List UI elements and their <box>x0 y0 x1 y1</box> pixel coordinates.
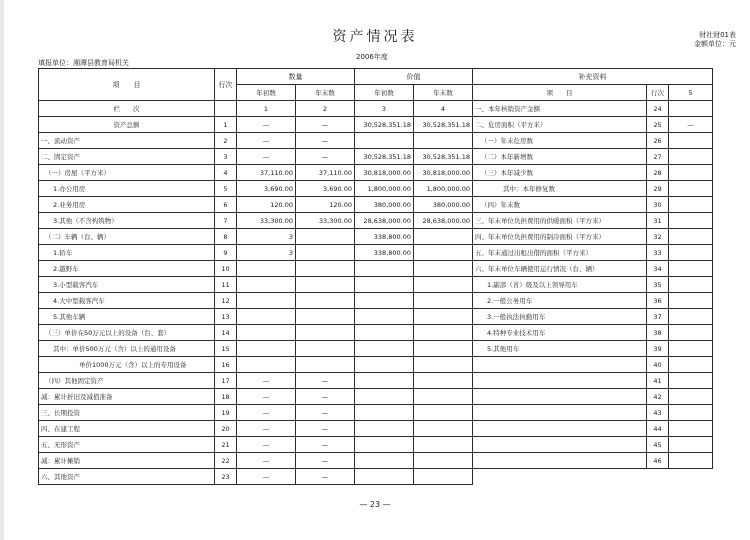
val-end-cell: 28,638,000.00 <box>414 213 473 229</box>
form-number-block <box>694 31 736 49</box>
supp-value-cell <box>669 389 713 405</box>
row-label: 减：累计折旧及减值准备 <box>39 389 215 405</box>
val-begin-cell: 1,800,000.00 <box>355 181 414 197</box>
colnum-2: 2 <box>296 101 355 117</box>
qty-begin-cell: 3 <box>237 229 296 245</box>
supp-value-cell <box>669 197 713 213</box>
qty-end-cell <box>296 293 355 309</box>
qty-end-cell: — <box>296 405 355 421</box>
val-end-cell: 30,528,351.18 <box>414 149 473 165</box>
supp-row-label <box>473 389 647 405</box>
val-end-cell <box>414 229 473 245</box>
supp-value-cell: — <box>669 117 713 133</box>
table-row <box>39 437 473 453</box>
table-row <box>473 293 713 309</box>
table-row <box>473 165 713 181</box>
table-row <box>39 229 473 245</box>
table-row <box>39 117 473 133</box>
table-row <box>473 453 713 469</box>
table-row <box>473 213 713 229</box>
qty-end-cell <box>296 357 355 373</box>
val-end-cell <box>414 469 473 485</box>
qty-begin-cell <box>237 309 296 325</box>
qty-end-cell <box>296 341 355 357</box>
supp-row-label: （一）年末危房数 <box>473 133 647 149</box>
supp-value-cell <box>669 213 713 229</box>
row-label: （一）房屋（平方米） <box>39 165 215 181</box>
supp-value-cell <box>669 309 713 325</box>
table-row <box>39 245 473 261</box>
row-number: 14 <box>215 325 237 341</box>
qty-begin-cell: 120.00 <box>237 197 296 213</box>
qty-end-cell <box>296 245 355 261</box>
row-label: 2.业务用房 <box>39 197 215 213</box>
qty-begin-cell <box>237 357 296 373</box>
val-end-cell <box>414 357 473 373</box>
val-begin-cell <box>355 453 414 469</box>
row-label: 其中：单价500万元（含）以上的通用设备 <box>39 341 215 357</box>
table-row <box>473 325 713 341</box>
table-row <box>39 373 473 389</box>
qty-begin-cell: — <box>237 117 296 133</box>
table-row <box>473 197 713 213</box>
supp-value-cell <box>669 277 713 293</box>
row-number: 18 <box>215 389 237 405</box>
row-number: 8 <box>215 229 237 245</box>
val-begin-cell <box>355 133 414 149</box>
col-header-rownum: 行次 <box>215 69 237 101</box>
table-row <box>39 325 473 341</box>
supp-value-cell <box>669 325 713 341</box>
row-number: 20 <box>215 421 237 437</box>
supp-row-number: 36 <box>647 293 669 309</box>
supp-value-cell <box>669 149 713 165</box>
val-end-cell <box>414 325 473 341</box>
table-row <box>473 341 713 357</box>
scan-edge <box>0 0 4 540</box>
row-label: 资产总额 <box>39 117 215 133</box>
supp-row-number: 28 <box>647 165 669 181</box>
table-row <box>39 197 473 213</box>
val-begin-cell: 338,800.00 <box>355 245 414 261</box>
row-number: 13 <box>215 309 237 325</box>
val-begin-cell <box>355 437 414 453</box>
supp-value-cell <box>669 165 713 181</box>
val-begin-cell: 338,800.00 <box>355 229 414 245</box>
table-row <box>473 117 713 133</box>
supp-row-label: （二）本年新增数 <box>473 149 647 165</box>
supp-row-number: 42 <box>647 389 669 405</box>
colnum-blank <box>215 101 237 117</box>
qty-begin-cell: 37,110.00 <box>237 165 296 181</box>
supp-value-cell <box>669 453 713 469</box>
val-end-cell <box>414 277 473 293</box>
supp-row-label: 四、年末单位负担费用的制冷面积（平方米） <box>473 229 647 245</box>
supp-value-cell <box>669 133 713 149</box>
qty-end-cell: — <box>296 149 355 165</box>
qty-end-cell <box>296 325 355 341</box>
qty-begin-cell: 3 <box>237 245 296 261</box>
supp-row-label: 二、危房面积（平方米） <box>473 117 647 133</box>
qty-end-cell: — <box>296 117 355 133</box>
row-label: 4.大中型载客汽车 <box>39 293 215 309</box>
row-label: 三、长期投资 <box>39 405 215 421</box>
qty-begin-cell: — <box>237 373 296 389</box>
supplementary-table-body <box>473 101 713 469</box>
colnum-3: 3 <box>355 101 414 117</box>
supp-row-number: 43 <box>647 405 669 421</box>
val-end-cell <box>414 405 473 421</box>
val-begin-cell: 30,528,351.18 <box>355 149 414 165</box>
supp-row-number: 32 <box>647 229 669 245</box>
supp-row-label: （四）年末数 <box>473 197 647 213</box>
qty-begin-cell: — <box>237 437 296 453</box>
qty-begin-cell: — <box>237 453 296 469</box>
table-row <box>39 341 473 357</box>
val-begin-cell: 30,818,000.00 <box>355 165 414 181</box>
supp-row-number: 45 <box>647 437 669 453</box>
table-row <box>39 469 473 485</box>
row-number: 12 <box>215 293 237 309</box>
table-row <box>473 405 713 421</box>
supp-row-number: 26 <box>647 133 669 149</box>
supp-row-number: 41 <box>647 373 669 389</box>
val-end-cell <box>414 293 473 309</box>
supp-row-label: 三、年末单位负担费用的供暖面积（平方米） <box>473 213 647 229</box>
supp-row-label: （三）本年减少数 <box>473 165 647 181</box>
supp-row-label: 五、年末通过出租出借的面积（平方米） <box>473 245 647 261</box>
val-end-cell: 1,800,000.00 <box>414 181 473 197</box>
table-row <box>473 229 713 245</box>
supp-row-label <box>473 437 647 453</box>
qty-end-cell <box>296 277 355 293</box>
form-number: 财社财01表 <box>699 31 736 39</box>
supp-row-number: 38 <box>647 325 669 341</box>
table-row <box>39 149 473 165</box>
val-begin-cell <box>355 261 414 277</box>
table-row <box>39 293 473 309</box>
row-label: 1.轿车 <box>39 245 215 261</box>
val-begin-cell: 28,638,000.00 <box>355 213 414 229</box>
report-year: 2006年度 <box>356 53 388 61</box>
supp-row-label: 其中：本年修复数 <box>473 181 647 197</box>
supp-value-cell <box>669 341 713 357</box>
supp-row-label: 一、本年核销资产金额 <box>473 101 647 117</box>
row-label: 四、在建工程 <box>39 421 215 437</box>
row-label: （二）车辆（台、辆） <box>39 229 215 245</box>
row-label: 一、流动资产 <box>39 133 215 149</box>
reporting-unit: 填报单位：湘潭县教育局机关 <box>38 59 129 67</box>
table-row <box>39 357 473 373</box>
supp-value-cell <box>669 437 713 453</box>
row-label: 2.越野车 <box>39 261 215 277</box>
table-row <box>473 277 713 293</box>
qty-end-cell: 33,300.00 <box>296 213 355 229</box>
col-header-quantity: 数量 <box>237 69 355 85</box>
qty-begin-cell: — <box>237 149 296 165</box>
col-header-value: 价值 <box>355 69 473 85</box>
supp-row-number: 24 <box>647 101 669 117</box>
row-number: 4 <box>215 165 237 181</box>
table-row <box>39 133 473 149</box>
row-number: 11 <box>215 277 237 293</box>
val-end-cell <box>414 261 473 277</box>
supp-row-label: 六、年末单位车辆使用运行情况（台、辆） <box>473 261 647 277</box>
supp-value-cell <box>669 245 713 261</box>
val-begin-cell <box>355 405 414 421</box>
table-row <box>473 389 713 405</box>
val-end-cell <box>414 309 473 325</box>
table-row <box>39 181 473 197</box>
supp-row-number: 44 <box>647 421 669 437</box>
supp-value-cell <box>669 181 713 197</box>
val-end-cell <box>414 341 473 357</box>
val-begin-cell <box>355 357 414 373</box>
colnum-1: 1 <box>237 101 296 117</box>
val-begin-cell <box>355 469 414 485</box>
row-label: 3.其他（不含构筑物） <box>39 213 215 229</box>
supp-row-label <box>473 421 647 437</box>
qty-begin-cell <box>237 341 296 357</box>
qty-end-cell: 120.00 <box>296 197 355 213</box>
row-label: 二、固定资产 <box>39 149 215 165</box>
supp-row-label <box>473 453 647 469</box>
val-begin-cell: 380,000.00 <box>355 197 414 213</box>
qty-end-cell <box>296 229 355 245</box>
row-label: 1.办公用房 <box>39 181 215 197</box>
supp-value-cell <box>669 373 713 389</box>
row-number: 16 <box>215 357 237 373</box>
supp-row-number: 33 <box>647 245 669 261</box>
table-row <box>39 165 473 181</box>
row-label: 3.小型载客汽车 <box>39 277 215 293</box>
val-end-cell <box>414 421 473 437</box>
supp-value-cell <box>669 261 713 277</box>
val-end-cell: 30,528,351.18 <box>414 117 473 133</box>
supp-row-number: 27 <box>647 149 669 165</box>
supp-value-cell <box>669 405 713 421</box>
row-number: 5 <box>215 181 237 197</box>
val-begin-cell <box>355 293 414 309</box>
table-row <box>473 357 713 373</box>
row-number: 17 <box>215 373 237 389</box>
table-row <box>473 437 713 453</box>
qty-begin-cell: 3,690.00 <box>237 181 296 197</box>
table-row <box>39 405 473 421</box>
row-label: （三）单价在50万元以上的设备（台、套） <box>39 325 215 341</box>
col-header-qty-end: 年末数 <box>296 85 355 101</box>
supp-row-label <box>473 373 647 389</box>
row-number: 2 <box>215 133 237 149</box>
qty-end-cell: 3,690.00 <box>296 181 355 197</box>
row-label: 5.其他车辆 <box>39 309 215 325</box>
table-row <box>39 261 473 277</box>
qty-end-cell: — <box>296 133 355 149</box>
col-header-val-begin: 年初数 <box>355 85 414 101</box>
supp-row-number: 31 <box>647 213 669 229</box>
row-number: 22 <box>215 453 237 469</box>
colnum-4: 4 <box>414 101 473 117</box>
qty-begin-cell: — <box>237 389 296 405</box>
qty-begin-cell: — <box>237 421 296 437</box>
row-number: 23 <box>215 469 237 485</box>
val-end-cell <box>414 453 473 469</box>
assets-table-body <box>39 117 473 485</box>
supp-col-item: 项 目 <box>473 85 647 101</box>
table-row <box>39 277 473 293</box>
row-number: 21 <box>215 437 237 453</box>
val-begin-cell: 30,528,351.18 <box>355 117 414 133</box>
col-header-item: 项 目 <box>39 69 215 101</box>
table-row <box>473 261 713 277</box>
table-row <box>39 389 473 405</box>
row-number: 19 <box>215 405 237 421</box>
row-number: 15 <box>215 341 237 357</box>
col-header-qty-begin: 年初数 <box>237 85 296 101</box>
assets-table <box>38 68 473 485</box>
table-row <box>473 245 713 261</box>
table-row <box>473 133 713 149</box>
row-number: 10 <box>215 261 237 277</box>
supplementary-title: 补充资料 <box>473 69 713 85</box>
val-end-cell: 380,000.00 <box>414 197 473 213</box>
row-label: 单价1000万元（含）以上的专用设备 <box>39 357 215 373</box>
qty-end-cell: — <box>296 469 355 485</box>
supp-row-number: 30 <box>647 197 669 213</box>
table-row <box>473 101 713 117</box>
supp-row-label: 3.一般执法执勤用车 <box>473 309 647 325</box>
row-number: 1 <box>215 117 237 133</box>
row-number: 6 <box>215 197 237 213</box>
row-label: （四）其他固定资产 <box>39 373 215 389</box>
val-begin-cell <box>355 309 414 325</box>
supp-row-number: 39 <box>647 341 669 357</box>
supp-row-label <box>473 357 647 373</box>
supp-col-value: 5 <box>669 85 713 101</box>
qty-end-cell: — <box>296 453 355 469</box>
qty-begin-cell <box>237 325 296 341</box>
supp-row-label: 2.一般公务用车 <box>473 293 647 309</box>
qty-begin-cell: — <box>237 469 296 485</box>
table-row <box>39 213 473 229</box>
qty-end-cell: — <box>296 437 355 453</box>
page-title: 资产情况表 <box>332 29 418 45</box>
val-end-cell <box>414 245 473 261</box>
supp-row-label: 4.特种专业技术用车 <box>473 325 647 341</box>
qty-begin-cell: — <box>237 405 296 421</box>
colnum-label: 栏 次 <box>39 101 215 117</box>
val-end-cell: 30,818,000.00 <box>414 165 473 181</box>
supp-row-number: 46 <box>647 453 669 469</box>
val-begin-cell <box>355 277 414 293</box>
table-row <box>39 421 473 437</box>
page-number: — 23 — <box>359 500 391 509</box>
table-row <box>473 373 713 389</box>
supp-row-label: 1.副部（省）级及以上领导用车 <box>473 277 647 293</box>
qty-begin-cell <box>237 277 296 293</box>
col-header-val-end: 年末数 <box>414 85 473 101</box>
val-begin-cell <box>355 373 414 389</box>
qty-end-cell: — <box>296 389 355 405</box>
table-row <box>473 421 713 437</box>
qty-end-cell: — <box>296 421 355 437</box>
supp-row-number: 37 <box>647 309 669 325</box>
supp-value-cell <box>669 421 713 437</box>
val-begin-cell <box>355 325 414 341</box>
val-begin-cell <box>355 421 414 437</box>
supp-value-cell <box>669 293 713 309</box>
val-end-cell <box>414 133 473 149</box>
supp-row-label: 5.其他用车 <box>473 341 647 357</box>
supp-col-rownum: 行次 <box>647 85 669 101</box>
supp-row-number: 25 <box>647 117 669 133</box>
supp-value-cell <box>669 357 713 373</box>
supp-row-number: 29 <box>647 181 669 197</box>
row-label: 六、其他资产 <box>39 469 215 485</box>
qty-end-cell <box>296 261 355 277</box>
table-row <box>39 309 473 325</box>
val-end-cell <box>414 437 473 453</box>
qty-end-cell: 37,110.00 <box>296 165 355 181</box>
row-label: 五、无形资产 <box>39 437 215 453</box>
supp-row-number: 35 <box>647 277 669 293</box>
row-label: 减：累计摊销 <box>39 453 215 469</box>
val-begin-cell <box>355 389 414 405</box>
supplementary-table <box>472 68 713 469</box>
qty-begin-cell: — <box>237 133 296 149</box>
qty-begin-cell <box>237 293 296 309</box>
row-number: 9 <box>215 245 237 261</box>
table-row <box>473 181 713 197</box>
table-row <box>39 453 473 469</box>
table-row <box>473 149 713 165</box>
row-number: 3 <box>215 149 237 165</box>
val-end-cell <box>414 389 473 405</box>
amount-unit: 金额单位：元 <box>694 40 736 48</box>
supp-row-label <box>473 405 647 421</box>
supp-value-cell <box>669 101 713 117</box>
qty-begin-cell <box>237 261 296 277</box>
supp-row-number: 34 <box>647 261 669 277</box>
qty-begin-cell: 33,300.00 <box>237 213 296 229</box>
supp-value-cell <box>669 229 713 245</box>
row-number: 7 <box>215 213 237 229</box>
supp-row-number: 40 <box>647 357 669 373</box>
table-row <box>473 309 713 325</box>
val-end-cell <box>414 373 473 389</box>
qty-end-cell <box>296 309 355 325</box>
qty-end-cell: — <box>296 373 355 389</box>
val-begin-cell <box>355 341 414 357</box>
